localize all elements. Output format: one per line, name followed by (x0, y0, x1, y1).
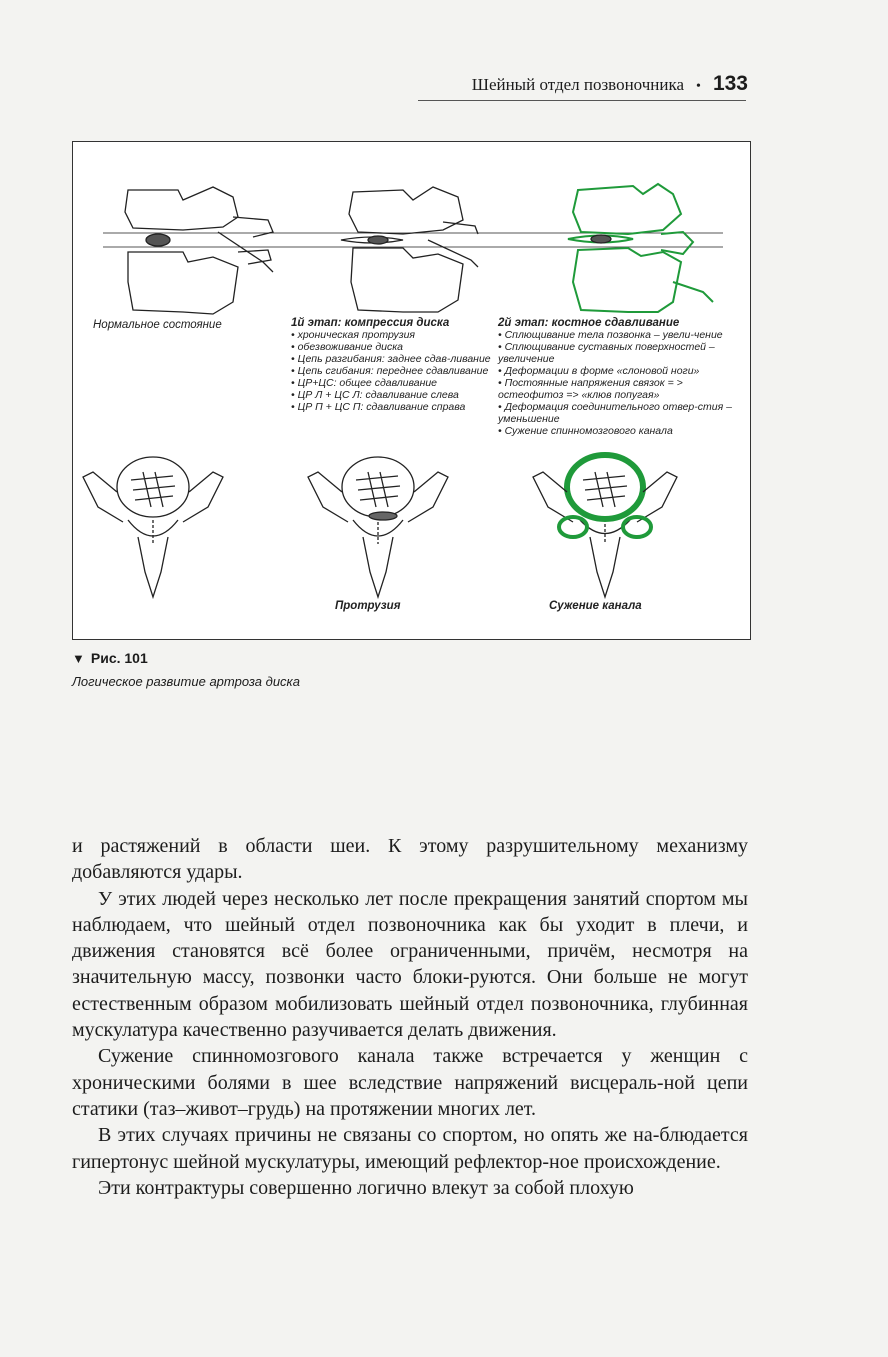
paragraph: и растяжений в области шеи. К этому разрушительному механизму добавляются удары. (72, 835, 748, 884)
vertebra-axial-normal (83, 457, 223, 597)
header-bullet: • (696, 79, 701, 94)
paragraph: Сужение спинномозгового канала также встречается у женщин с хроническими болями в шее вследствие напряжений висцераль-ной цепи статики (таз–живот–грудь) на протяжении многих лет. (72, 1045, 748, 1120)
list-item: • ЦР Л + ЦС Л: сдавливание слева (291, 389, 496, 401)
paragraph: Эти контрактуры совершенно логично влекут за собой плохую (98, 1176, 634, 1199)
list-item: • Постоянные напряжения связок = > остеофитоз => «клюв попугая» (498, 377, 743, 401)
list-item: • обезвоживание диска (291, 341, 496, 353)
figure-frame (72, 141, 751, 640)
stage2-title: 2й этап: костное сдавливание (498, 317, 680, 329)
list-item: • Деформации в форме «слоновой ноги» (498, 365, 743, 377)
list-item: • Сплющивание тела позвонка – увели-чение (498, 329, 743, 341)
header-rule (418, 100, 746, 101)
figure-description: Логическое развитие артроза диска (72, 674, 300, 689)
figure-number-text: Рис. 101 (90, 650, 148, 666)
vertebra-axial-narrowing (533, 455, 677, 597)
running-header (418, 72, 748, 96)
body-text (72, 833, 748, 1201)
list-item: • ЦР+ЦС: общее сдавливание (291, 377, 496, 389)
narrowing-label: Сужение канала (549, 600, 642, 612)
paragraph: У этих людей через несколько лет после прекращения занятий спортом мы наблюдаем, что шейный отдел позвоночника как бы уходит в плечи, и движения становятся всё более ограниченными, причём, несмотря на значительную массу, позвонки часто блоки-руются. Они больше не могут естественным образом мобилизовать шейный отдел позвоночника, глубинная мускулатура качественно разучивается делать движения. (72, 887, 748, 1042)
list-item: • ЦР П + ЦС П: сдавливание справа (291, 401, 496, 413)
stage2-list (498, 329, 743, 437)
vertebra-lateral-bony (568, 184, 713, 312)
stage1-block (291, 317, 496, 413)
stage1-list (291, 329, 496, 413)
chapter-title: Шейный отдел позвоночника (471, 75, 685, 94)
stage1-title: 1й этап: компрессия диска (291, 317, 450, 329)
paragraph: В этих случаях причины не связаны со спортом, но опять же на-блюдается гипертонус шейной мускулатуры, имеющий рефлектор-ное происхождение. (72, 1124, 748, 1173)
stage2-block (498, 317, 743, 437)
page-number: 133 (712, 72, 748, 95)
list-item: • Цепь сгибания: переднее сдавливание (291, 365, 496, 377)
protrusion-label: Протрузия (335, 600, 401, 612)
vertebra-lateral-normal (125, 187, 273, 314)
figure-number (72, 650, 300, 666)
list-item: • Сплющивание суставных поверхностей – увеличение (498, 341, 743, 365)
triangle-down-icon: ▼ (72, 650, 85, 666)
figure-caption (72, 650, 300, 689)
vertebra-lateral-compression (341, 187, 478, 312)
vertebra-axial-protrusion (308, 457, 448, 597)
list-item: • Деформация соединительного отвер-стия – уменьшение (498, 401, 743, 425)
normal-state-label: Нормальное состояние (93, 319, 222, 331)
list-item: • хроническая протрузия (291, 329, 496, 341)
list-item: • Цепь разгибания: заднее сдав-ливание (291, 353, 496, 365)
list-item: • Сужение спинномозгового канала (498, 425, 743, 437)
